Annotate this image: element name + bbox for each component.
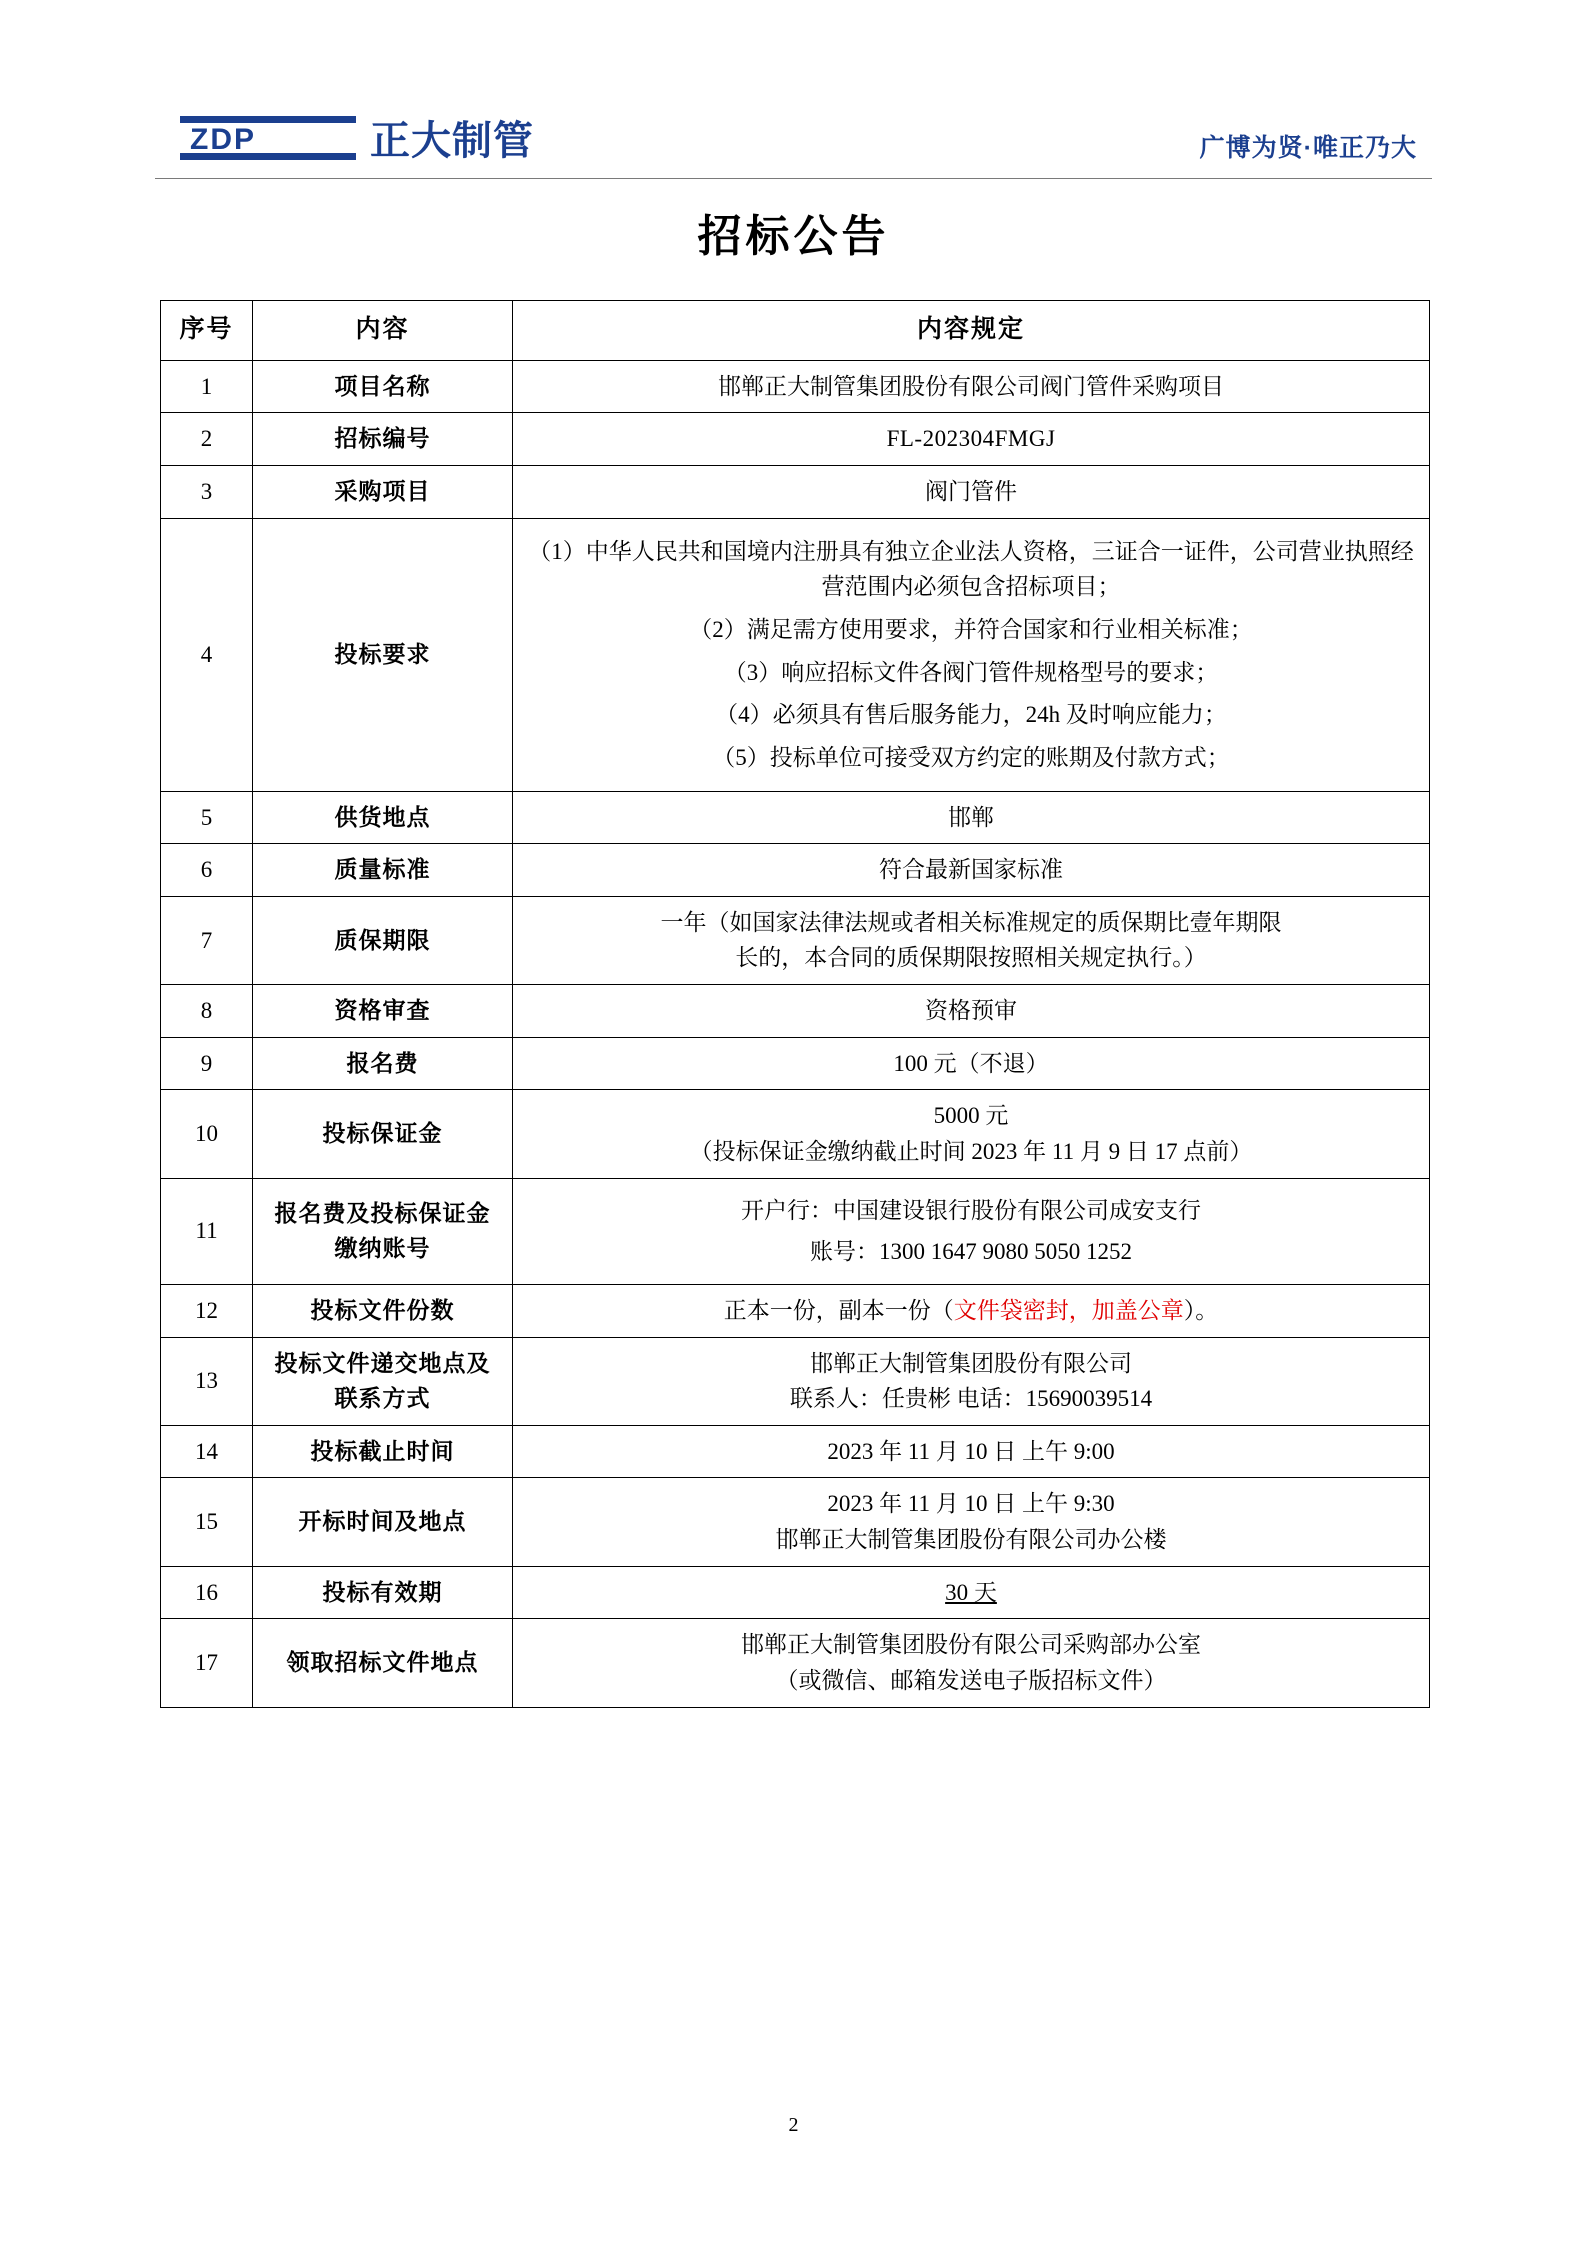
company-logo [180,112,534,169]
requirement-line: （1）中华人民共和国境内注册具有独立企业法人资格，三证合一证件，公司营业执照经营范围内必须包含招标项目； [528,538,1414,600]
table-row [161,985,1430,1038]
table-row [161,1478,1430,1566]
header-divider [155,178,1432,179]
value-line: 5000 元 [933,1103,1009,1129]
row-label: 投标截止时间 [253,1425,513,1478]
value-line: 邯郸正大制管集团股份有限公司采购部办公室 [741,1632,1201,1658]
row-label: 项目名称 [253,360,513,413]
row-value: 阀门管件 [513,466,1430,519]
row-index: 11 [161,1178,253,1284]
row-index: 5 [161,791,253,844]
row-value: 100 元（不退） [513,1037,1430,1090]
requirement-line: （4）必须具有售后服务能力，24h 及时响应能力； [715,702,1227,728]
row-value [513,1284,1430,1337]
svg-text:ZDP: ZDP [190,123,256,156]
row-index: 10 [161,1090,253,1178]
row-index: 13 [161,1337,253,1425]
row-value [513,1566,1430,1619]
table-row [161,1037,1430,1090]
row-index: 6 [161,844,253,897]
row-value: 邯郸正大制管集团股份有限公司阀门管件采购项目 [513,360,1430,413]
requirement-line: （2）满足需方使用要求，并符合国家和行业相关标准； [689,616,1253,642]
row-label: 供货地点 [253,791,513,844]
row-label: 投标保证金 [253,1090,513,1178]
row-index: 15 [161,1478,253,1566]
row-index: 4 [161,518,253,791]
table-row [161,1337,1430,1425]
contact-line: 联系人：任贵彬 电话：15690039514 [789,1386,1153,1412]
table-row [161,1619,1430,1707]
table-row [161,1090,1430,1178]
row-label: 采购项目 [253,466,513,519]
row-index: 16 [161,1566,253,1619]
row-label: 质量标准 [253,844,513,897]
row-index: 3 [161,466,253,519]
document-header [150,112,1437,182]
page-title: 招标公告 [697,212,890,261]
col-header-content: 内容 [253,301,513,361]
logo-company-name: 正大制管 [370,118,534,163]
row-index: 1 [161,360,253,413]
row-value [513,1478,1430,1566]
company-slogan: 广博为贤·唯正乃大 [1199,134,1417,162]
announcement-table-wrapper [160,300,1430,1708]
table-row [161,1566,1430,1619]
table-row [161,518,1430,791]
value-underlined: 30 天 [945,1579,997,1605]
row-value: 资格预审 [513,985,1430,1038]
row-index: 14 [161,1425,253,1478]
value-highlight: 文件袋密封，加盖公章 [953,1297,1184,1323]
row-label: 开标时间及地点 [253,1478,513,1566]
row-index: 9 [161,1037,253,1090]
table-row [161,466,1430,519]
row-index: 12 [161,1284,253,1337]
value-line: （或微信、邮箱发送电子版招标文件） [775,1668,1167,1694]
value-line: 一年（如国家法律法规或者相关标准规定的质保期比壹年期限 [660,909,1282,935]
row-value [513,1090,1430,1178]
row-index: 2 [161,413,253,466]
row-label: 领取招标文件地点 [253,1619,513,1707]
table-header-row [161,301,1430,361]
bank-account-line: 账号：1300 1647 9080 5050 1252 [810,1239,1132,1265]
value-line: 邯郸正大制管集团股份有限公司办公楼 [775,1527,1167,1553]
row-value: 符合最新国家标准 [513,844,1430,897]
row-label: 资格审查 [253,985,513,1038]
table-row [161,896,1430,984]
table-row [161,791,1430,844]
page-number: 2 [788,2114,799,2136]
row-value [513,1178,1430,1284]
row-value [513,1619,1430,1707]
row-value: 2023 年 11 月 10 日 上午 9:00 [513,1425,1430,1478]
value-suffix: ）。 [1183,1297,1219,1323]
row-label: 投标文件份数 [253,1284,513,1337]
requirement-line: （3）响应招标文件各阀门管件规格型号的要求； [723,659,1219,685]
table-row [161,360,1430,413]
row-index: 7 [161,896,253,984]
row-label: 投标有效期 [253,1566,513,1619]
col-header-detail: 内容规定 [513,301,1430,361]
table-row [161,844,1430,897]
row-value: FL-202304FMGJ [513,413,1430,466]
value-line: 长的，本合同的质保期限按照相关规定执行。） [735,945,1207,971]
bank-name-line: 开户行：中国建设银行股份有限公司成安支行 [741,1197,1201,1223]
row-index: 17 [161,1619,253,1707]
row-label: 招标编号 [253,413,513,466]
table-row [161,1425,1430,1478]
row-label: 质保期限 [253,896,513,984]
row-label: 报名费及投标保证金缴纳账号 [253,1178,513,1284]
value-line: （投标保证金缴纳截止时间 2023 年 11 月 9 日 17 点前） [689,1139,1253,1164]
row-value [513,1337,1430,1425]
announcement-table [160,300,1430,1708]
row-value: 邯郸 [513,791,1430,844]
row-label: 投标文件递交地点及联系方式 [253,1337,513,1425]
row-label: 投标要求 [253,518,513,791]
row-index: 8 [161,985,253,1038]
value-line: 2023 年 11 月 10 日 上午 9:30 [827,1491,1115,1517]
table-row [161,413,1430,466]
value-line: 邯郸正大制管集团股份有限公司 [810,1350,1132,1376]
row-label: 报名费 [253,1037,513,1090]
col-header-index: 序号 [161,301,253,361]
row-value [513,518,1430,791]
table-row [161,1284,1430,1337]
zdp-logo-icon [180,112,356,169]
row-value [513,896,1430,984]
table-row [161,1178,1430,1284]
value-prefix: 正本一份，副本一份（ [723,1297,954,1323]
requirement-line: （5）投标单位可接受双方约定的账期及付款方式； [712,744,1230,770]
